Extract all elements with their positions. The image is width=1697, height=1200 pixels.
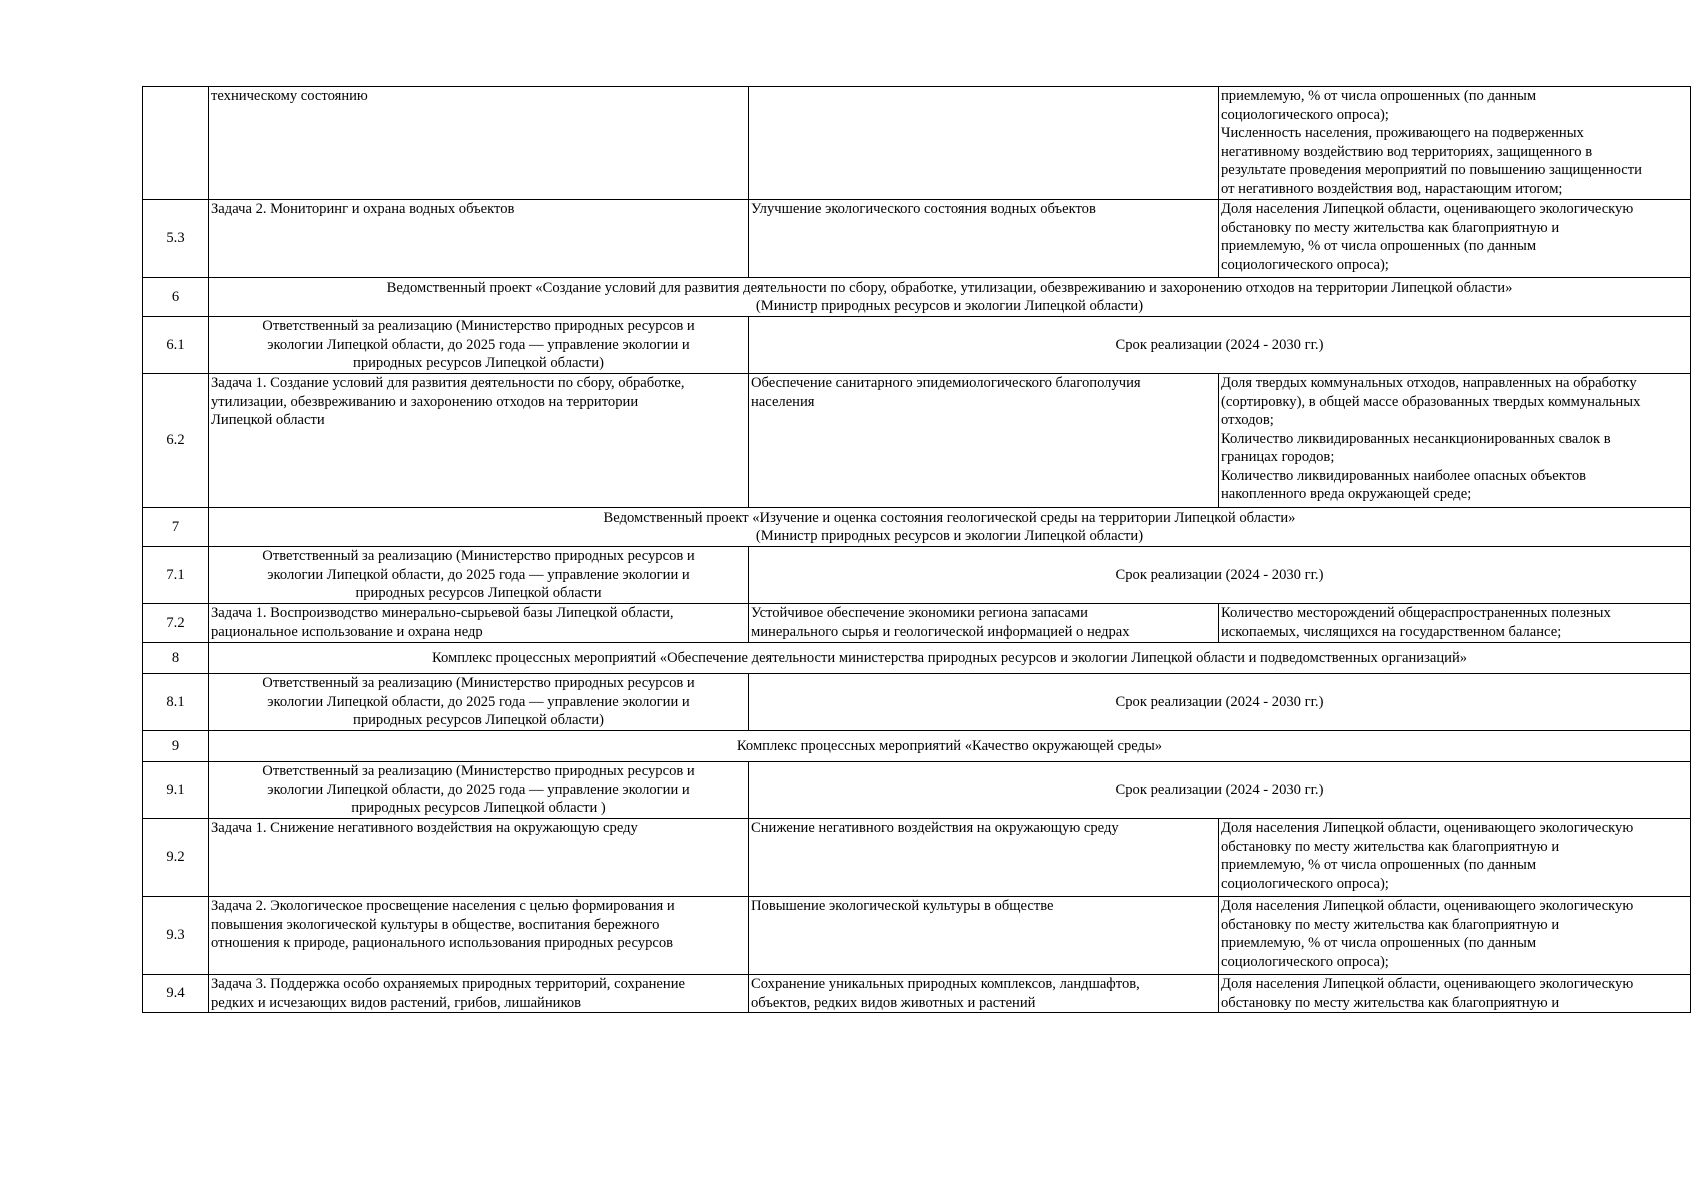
responsible-cell <box>209 317 749 374</box>
row-number: 9.3 <box>143 897 209 975</box>
indicator-cell-line: приемлемую, % от числа опрошенных (по данным <box>1221 857 1537 873</box>
result-cell-line: Повышение экологической культуры в обществе <box>751 898 1054 914</box>
responsible-cell <box>209 674 749 731</box>
row-number: 9.1 <box>143 762 209 819</box>
project-title-cell <box>209 508 1691 547</box>
indicator-cell-line: приемлемую, % от числа опрошенных (по данным <box>1221 88 1537 104</box>
result-cell-line: Устойчивое обеспечение экономики региона запасами <box>751 605 1088 621</box>
table-row-project <box>143 643 1691 674</box>
table-row-resp <box>143 762 1691 819</box>
row-number: 6.2 <box>143 374 209 508</box>
indicator-cell-line: накопленного вреда окружающей среде; <box>1221 486 1472 502</box>
table-row-resp <box>143 674 1691 731</box>
responsible-cell-line: природных ресурсов Липецкой области) <box>353 712 604 729</box>
responsible-cell-line: экологии Липецкой области, до 2025 года — управление экологии и <box>267 693 690 710</box>
term-cell: Срок реализации (2024 - 2030 гг.) <box>749 317 1691 374</box>
responsible-cell-line: экологии Липецкой области, до 2025 года — управление экологии и <box>267 566 690 583</box>
responsible-cell-line: экологии Липецкой области, до 2025 года — управление экологии и <box>267 336 690 353</box>
task-cell <box>209 200 749 278</box>
table-row-task <box>143 819 1691 897</box>
row-number: 9 <box>143 731 209 762</box>
table-row-task <box>143 200 1691 278</box>
result-cell-line: Сохранение уникальных природных комплексов, ландшафтов, <box>751 976 1140 992</box>
task-cell-line: Задача 2. Экологическое просвещение населения с целью формирования и <box>211 898 675 914</box>
indicator-cell-line: отходов; <box>1221 412 1274 428</box>
indicator-cell-line: обстановку по месту жительства как благоприятную и <box>1221 219 1560 236</box>
row-number: 9.4 <box>143 975 209 1013</box>
task-cell-line: техническому состоянию <box>211 88 368 104</box>
task-cell <box>209 897 749 975</box>
task-cell-line: повышения экологической культуры в обществе, воспитания бережного <box>211 916 660 933</box>
table-row-project <box>143 278 1691 317</box>
responsible-cell-line: Ответственный за реализацию (Министерство природных ресурсов и <box>262 548 695 565</box>
result-cell <box>749 975 1219 1013</box>
indicator-cell-line: Количество ликвидированных несанкционированных свалок в <box>1221 430 1611 447</box>
row-number: 7 <box>143 508 209 547</box>
indicator-cell-line: ископаемых, числящихся на государственном балансе; <box>1221 623 1562 640</box>
indicator-cell-line: Численность населения, проживающего на подверженных <box>1221 125 1584 141</box>
task-cell-line: Задача 1. Снижение негативного воздействия на окружающую среду <box>211 820 638 836</box>
indicator-cell-line: социологического опроса); <box>1221 875 1389 892</box>
result-cell <box>749 374 1219 508</box>
indicator-cell-line: Доля населения Липецкой области, оценивающего экологическую <box>1221 976 1634 992</box>
indicator-cell-line: социологического опроса); <box>1221 106 1389 123</box>
table-row-resp <box>143 317 1691 374</box>
indicator-cell-line: обстановку по месту жительства как благоприятную и <box>1221 994 1560 1011</box>
project-title-cell-line: Комплекс процессных мероприятий «Обеспечение деятельности министерства природных ресурсов и экологии Липецкой области и подведомственных организаций» <box>431 649 1468 666</box>
table-row-resp <box>143 547 1691 604</box>
task-cell-line: отношения к природе, рационального использования природных ресурсов <box>211 935 674 951</box>
table-row-task <box>143 975 1691 1013</box>
responsible-cell-line: экологии Липецкой области, до 2025 года — управление экологии и <box>267 781 690 798</box>
row-number: 5.3 <box>143 200 209 278</box>
task-cell <box>209 819 749 897</box>
program-structure-table <box>142 86 1691 1013</box>
result-cell <box>749 87 1219 200</box>
indicator-cell-line: Доля населения Липецкой области, оценивающего экологическую <box>1221 898 1634 914</box>
task-cell-line: Задача 1. Воспроизводство минерально-сырьевой базы Липецкой области, <box>211 605 674 621</box>
indicator-cell-line: Доля твердых коммунальных отходов, направленных на обработку <box>1221 375 1637 391</box>
responsible-cell-line: Ответственный за реализацию (Министерство природных ресурсов и <box>262 763 695 780</box>
result-cell-line: минерального сырья и геологической информацией о недрах <box>751 623 1130 640</box>
row-number: 6 <box>143 278 209 317</box>
task-cell-line: утилизации, обезвреживанию и захоронению отходов на территории <box>211 393 639 410</box>
responsible-cell-line: Ответственный за реализацию (Министерство природных ресурсов и <box>262 675 695 692</box>
indicator-cell-line: от негативного воздействия вод, нарастающим итогом; <box>1221 180 1563 197</box>
indicator-cell-line: негативному воздействию вод территориях, защищенного в <box>1221 143 1593 160</box>
row-number: 7.1 <box>143 547 209 604</box>
term-cell: Срок реализации (2024 - 2030 гг.) <box>749 547 1691 604</box>
row-number: 8 <box>143 643 209 674</box>
result-cell-line: объектов, редких видов животных и растений <box>751 994 1036 1011</box>
indicator-cell-line: обстановку по месту жительства как благоприятную и <box>1221 838 1560 855</box>
table-row-task <box>143 87 1691 200</box>
term-cell: Срок реализации (2024 - 2030 гг.) <box>749 674 1691 731</box>
task-cell-line: рациональное использование и охрана недр <box>211 623 483 640</box>
indicator-cell-line: Доля населения Липецкой области, оценивающего экологическую <box>1221 201 1634 217</box>
result-cell-line: Обеспечение санитарного эпидемиологического благополучия <box>751 375 1141 391</box>
indicator-cell <box>1219 975 1691 1013</box>
task-cell-line: Задача 2. Мониторинг и охрана водных объектов <box>211 201 515 217</box>
responsible-cell <box>209 547 749 604</box>
project-title-cell-line: Комплекс процессных мероприятий «Качество окружающей среды» <box>736 737 1163 754</box>
indicator-cell-line: Доля населения Липецкой области, оценивающего экологическую <box>1221 820 1634 836</box>
indicator-cell-line: обстановку по месту жительства как благоприятную и <box>1221 916 1560 933</box>
indicator-cell <box>1219 87 1691 200</box>
table-body <box>143 87 1691 1013</box>
indicator-cell-line: приемлемую, % от числа опрошенных (по данным <box>1221 935 1537 951</box>
row-number: 9.2 <box>143 819 209 897</box>
row-number: 6.1 <box>143 317 209 374</box>
project-title-cell-line: Ведомственный проект «Создание условий для развития деятельности по сбору, обработке, утилизации, обезвреживанию и захоронению отходов на территории Липецкой области» <box>386 279 1513 296</box>
project-title-cell <box>209 643 1691 674</box>
table-row-task <box>143 604 1691 643</box>
indicator-cell <box>1219 200 1691 278</box>
project-title-cell <box>209 731 1691 762</box>
indicator-cell-line: социологического опроса); <box>1221 256 1389 273</box>
indicator-cell-line: приемлемую, % от числа опрошенных (по данным <box>1221 238 1537 254</box>
task-cell-line: Липецкой области <box>211 412 325 428</box>
indicator-cell-line: результате проведения мероприятий по повышению защищенности <box>1221 162 1642 178</box>
result-cell <box>749 604 1219 643</box>
indicator-cell <box>1219 897 1691 975</box>
table-row-task <box>143 374 1691 508</box>
result-cell <box>749 819 1219 897</box>
indicator-cell-line: социологического опроса); <box>1221 953 1389 970</box>
indicator-cell-line: границах городов; <box>1221 449 1335 465</box>
row-number <box>143 87 209 200</box>
task-cell <box>209 87 749 200</box>
project-title-cell-line: (Министр природных ресурсов и экологии Липецкой области) <box>755 528 1144 544</box>
task-cell <box>209 975 749 1013</box>
term-cell: Срок реализации (2024 - 2030 гг.) <box>749 762 1691 819</box>
project-title-cell <box>209 278 1691 317</box>
indicator-cell-line: Количество ликвидированных наиболее опасных объектов <box>1221 467 1587 484</box>
indicator-cell <box>1219 374 1691 508</box>
table-row-project <box>143 731 1691 762</box>
task-cell-line: Задача 1. Создание условий для развития деятельности по сбору, обработке, <box>211 375 685 391</box>
responsible-cell-line: природных ресурсов Липецкой области ) <box>351 800 606 817</box>
project-title-cell-line: Ведомственный проект «Изучение и оценка состояния геологической среды на территории Липецкой области» <box>603 509 1296 526</box>
task-cell <box>209 604 749 643</box>
result-cell-line: Снижение негативного воздействия на окружающую среду <box>751 820 1119 836</box>
project-title-cell-line: (Министр природных ресурсов и экологии Липецкой области) <box>755 298 1144 314</box>
table-row-task <box>143 897 1691 975</box>
task-cell <box>209 374 749 508</box>
responsible-cell-line: Ответственный за реализацию (Министерство природных ресурсов и <box>262 318 695 335</box>
indicator-cell <box>1219 604 1691 643</box>
indicator-cell-line: (сортировку), в общей массе образованных твердых коммунальных <box>1221 393 1641 410</box>
result-cell-line: населения <box>751 393 815 410</box>
result-cell <box>749 200 1219 278</box>
responsible-cell <box>209 762 749 819</box>
row-number: 8.1 <box>143 674 209 731</box>
indicator-cell-line: Количество месторождений общераспространенных полезных <box>1221 605 1611 621</box>
task-cell-line: Задача 3. Поддержка особо охраняемых природных территорий, сохранение <box>211 976 685 992</box>
responsible-cell-line: природных ресурсов Липецкой области <box>355 585 602 602</box>
table-row-project <box>143 508 1691 547</box>
task-cell-line: редких и исчезающих видов растений, грибов, лишайников <box>211 994 582 1011</box>
result-cell-line: Улучшение экологического состояния водных объектов <box>751 201 1096 217</box>
responsible-cell-line: природных ресурсов Липецкой области) <box>353 355 604 372</box>
row-number: 7.2 <box>143 604 209 643</box>
result-cell <box>749 897 1219 975</box>
indicator-cell <box>1219 819 1691 897</box>
